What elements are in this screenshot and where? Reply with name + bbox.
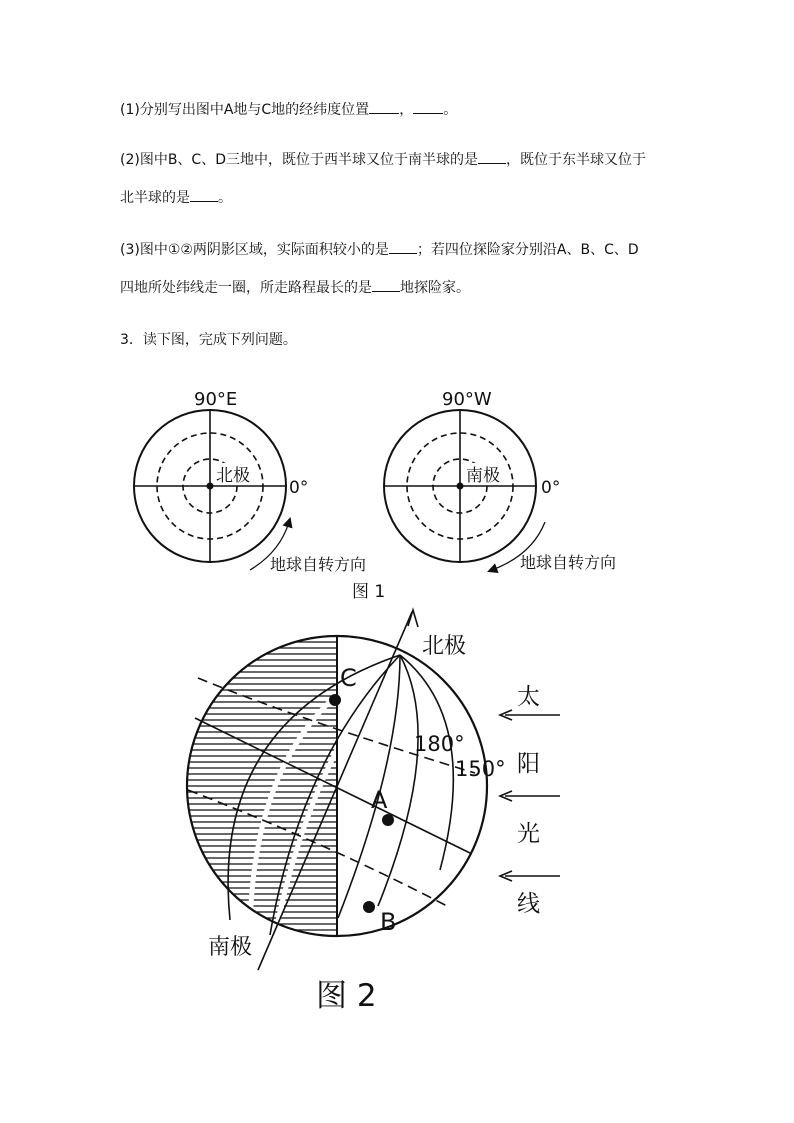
point-b-label: B (380, 908, 397, 936)
figure-1-south-pole-diagram (384, 389, 616, 572)
figure-1-caption: 图 1 (352, 582, 386, 602)
figure-1-north-pole-diagram (134, 389, 366, 574)
question-3-text-c: 四地所处纬线走一圈，所走路程最长的是 (120, 280, 372, 296)
question-1-end: 。 (443, 102, 458, 118)
figure-2-globe-diagram (150, 610, 560, 970)
lon-0-label-right: 0° (541, 478, 561, 498)
rotation-label-left: 地球自转方向 (270, 555, 367, 574)
meridians (228, 655, 453, 935)
globe-north-pole-label: 北极 (422, 634, 467, 659)
question-2-text-c: 北半球的是 (120, 190, 190, 206)
question-1-sep: ， (399, 102, 414, 118)
point-a-marker (382, 814, 394, 826)
rotation-label-right: 地球自转方向 (520, 553, 617, 572)
lon-90e-label: 90°E (194, 389, 238, 410)
globe-south-pole-label: 南极 (208, 935, 253, 960)
lon-0-label-left: 0° (289, 478, 309, 498)
question-2-end: 。 (218, 190, 232, 206)
lon-180-label: 180° (414, 732, 465, 756)
question-2-text-b: ，既位于东半球又位于 (506, 152, 646, 168)
point-b-marker (363, 901, 375, 913)
sunlight-char-2: 阳 (517, 751, 540, 777)
point-c-marker (329, 694, 341, 706)
lon-90w-label: 90°W (442, 389, 492, 410)
south-pole-label: 南极 (466, 466, 500, 486)
sunlight-arrows (500, 710, 560, 881)
sunlight-char-4: 线 (517, 891, 540, 917)
question-1-text: (1)分别写出图中A地与C地的经纬度位置 (120, 102, 370, 118)
question-3-text-a: (3)图中①②两阴影区域，实际面积较小的是 (120, 242, 389, 258)
figure-2-caption: 图 2 (316, 978, 377, 1014)
north-pole-label: 北极 (216, 466, 250, 486)
item-3-heading: 3．读下图，完成下列问题。 (120, 332, 297, 348)
question-3-text-d: 地探险家。 (400, 280, 470, 296)
lon-150-label: 150° (455, 757, 506, 781)
point-a-label: A (371, 786, 388, 814)
question-3-text-b: ；若四位探险家分别沿A、B、C、D (416, 242, 639, 258)
point-c-label: C (340, 664, 357, 692)
question-2-text-a: (2)图中B、C、D三地中，既位于西半球又位于南半球的是 (120, 152, 478, 168)
sunlight-char-1: 太 (517, 684, 540, 710)
sunlight-char-3: 光 (517, 821, 540, 847)
